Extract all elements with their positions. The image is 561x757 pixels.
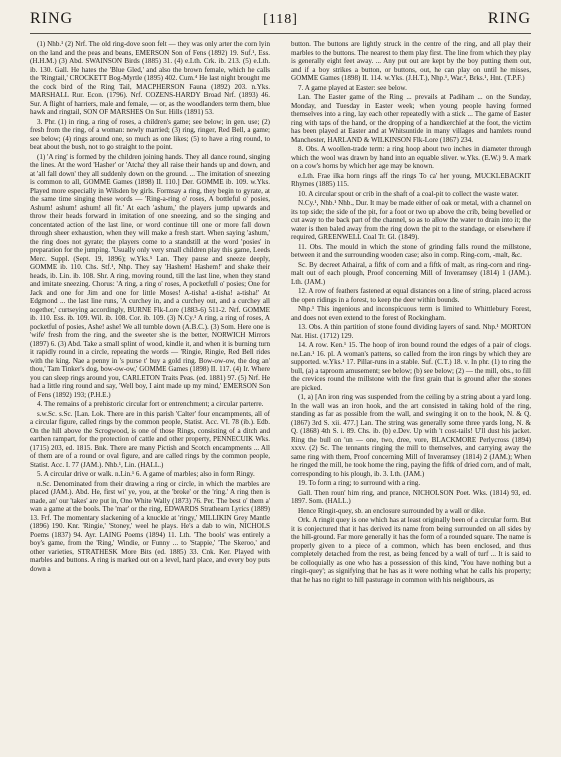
paragraph: 13. Obs. A thin partition of stone found dividing layers of sand. Nhp.¹ MORTON Nat. Hist. (1712) 129.: [291, 323, 531, 340]
header-right-word: RING: [487, 10, 531, 27]
paragraph: (1) Nhb.¹ (2) Nrf. The old ring-dove soon felt — they was only arter the corn lyin on the land and the peas and beans, EMERSON Son of Fens (1892) 19. Suf.¹, Ess. (H.H.M.) (3) Abd. SWAINSON Birds (1885) 31. (4) e.Lth. Crk. ib. 213. (5) e.Lth. ib. 130. Gall. He hates the 'Blue Gled,' and also the brown female, which he calls the 'Ringtail,' CROCKETT Bog-Myrtle (1895) 402. Cum.⁴ He last night brought me the cock bird of the Ring Tail, MACPHERSON Fauna (1892) 203. n.Yks. MARSHALL Rur. Econ. (1796). Nrf. COZENS-HARDY Broad Nrf. (1893) 46. Sur. A flight of harriers, male and female, — or, as the woodlanders term them, blue hawk and ringtail, SON OF MARSHES On Sur. Hills (1891) 53.: [30, 40, 270, 116]
paragraph: 5. A circular drive or walk. n.Lin.¹ 6. A game of marbles; also in form Ringy.: [37, 470, 255, 478]
paragraph: 19. To form a ring; to surround with a ring.: [298, 479, 421, 487]
header-left-word: RING: [30, 10, 74, 27]
paragraph: 7. A game played at Easter: see below.: [298, 83, 407, 92]
right-column: [291, 40, 531, 748]
paragraph: e.Lth. Frae ilka horn rings aff the rings To ca' her young, MUCKLEBACKIT Rhymes (1885) 115.: [291, 171, 531, 188]
paragraph: 10. A circular spout or crib in the shaft of a coal-pit to collect the waste water.: [298, 189, 519, 198]
paragraph: (1, a) [An iron ring was suspended from the ceiling by a string about a yard long. In the wall was an iron hook, and the art consisted in taking hold of the ring, standing as far as possible from the wall, and swinging it on to the hook, N. & Q. (1867) 3rd S. xii. 477.] Lan. The string was generally some three yards long, N. & Q. (1868) 4th S. i. 89. Chs. ib. (b) e.Dev. Up with 't cost-tails! U'll dust his jacket. Ring the bull on 'un — one, two, dree, vore, BLACKMORE Perlycross (1894) xxxv. (2) Sc. The tennants ringing the mill to themselves, and carrying away the same ring with them, Proof concerning Mill of Inveramsey (1814) 2 (JAM.); When he ringed the mill, he took home the ring, paying the fiftk of dried corn, and of malt, corresponding to his plough, ib. 3. Lth. (JAM.): [291, 393, 531, 478]
paragraph: Hence Ringit-quey, sb. an enclosure surrounded by a wall or dike.: [298, 506, 486, 515]
paragraph: Lan. The Easter game of the Ring ... prevails at Padiham ... on the Sunday, Monday, and Tuesday in Easter week; when young people having formed themselves into a ring, lay each other repeatedly with a stick ... The game of Easter ring with taps of the hand, or the dropping of a handkerchief at the foot, the victim has been played at Easter and at Whitsuntide in many villages and hamlets round Manchester, HARLAND & WILKINSON Flk-Lore (1867) 234.: [291, 93, 531, 144]
paragraph: 11. Obs. The mould in which the stone of grinding falls round the millstone, between it and the surrounding wooden case; also in comp. Ring-corn, -malt, &c.: [291, 242, 531, 259]
page-number: [118]: [263, 12, 298, 27]
paragraph: N.Cy.¹, Nhb.¹ Nhb., Dur. It may be made either of oak or metal, with a channel on its top side; the side of the pit, for a foot or two up above the crib, being bevelled or cut away to the back part of the channel, so as to allow the water to drain into it; the water is then baled away from the ring down the pit to the standage, or elsewhere if required, GREENWELL Coal Tr. Gl. (1849).: [291, 199, 531, 241]
paragraph: Nhp.¹ This ingenious and inconspicuous term is limited to Whittlebury Forest, and does not even extend to the forest of Rockingham.: [291, 305, 531, 322]
paragraph: Ork. A ringit quey is one which has at least originally been of a circular form. But it is conjectured that it has derived its name from being surrounded on all sides by the hill-ground. Far more generally it has the form of a rounded square. The name is properly given to a piece of a common, which has been enclosed, and thus completely detached from the rest, as being fenced by a wall of turf ... It is said to be colloquially as one who has a possession of this kind, 'You have nothing but a ringit-quey'; as signifying that he has as it were nothing what he calls his property; that he has no right to hill pasturage in common with his neighbours, as: [291, 516, 531, 584]
paragraph: 12. A row of feathers fastened at equal distances on a line of string, placed across the open ridings in a forest, to keep the deer within bounds.: [291, 287, 531, 304]
paragraph: 14. A row. Ken.¹ 15. The hoop of iron bound round the edges of a pair of clogs. ne.Lan.¹ 16. pl. A woman's pattens, so called from the iron rings by which they are supported. w.Yks.¹ 17. Pillar-runs in a stable. Suf. (C.T.) 18. v. In phr. (1) to ring the bull, (a) a taproom amusement; see below; (b) see below; (2) — the mill, obs., to fill the crevices round the millstone with the first grain that is ground after the stones are picked.: [291, 341, 531, 392]
paragraph: 4. The remains of a prehistoric circular fort or entrenchment; a circular parterre.: [37, 400, 264, 408]
paragraph: s.w.Sc. s.Sc. [Lan. Lok. There are in this parish 'Calter' four encampments, all of a circular figure, called rings by the common people, Statist. Acc. VI. 78 (ib.). Edb. On the hill above the Scrogwood, is one of those Rings, consisting of a ditch and earthen rampart, for the protection of cattle and other property, PENNECUIK Wks. (1715) 203, ed. 1815. Bnk. There are many Pictish and Scotch encampments ... All of them are of a round or oval figure, and are called rings by the common people, Statist. Acc. I. 77 (JAM.). Nhb.¹, Lin. (HALL.): [30, 409, 270, 469]
paragraph: n.Sc. Denominated from their drawing a ring or circle, in which the marbles are placed (JAM.). Abd. He, first wi' ye, you, at the 'broke' or the 'ring.' A ring then is made, an' our 'takes' are put in, Ono White Wally (1873) 76. Per. The best o' them a' wan a game at the bools. The 'mar' or the ring, EDWARDS Strathearn Lyrics (1889) 13. Frf. The momentary slackening of a knuckle at 'ringy,' MILLIKIN Grey Mantle (1896) 190. Knr. 'Ringie,' 'Stoney,' weel he plays. He's a dab to win, NICHOLS Poems (1837) 94. Ayr. LAING Poems (1894) 11. Lth. 'The bools' was entirely a boy's game, from the 'Ring,' Windie, or Funny ... to 'Stappie,' 'The Skeroo,' and other varieties, STRATHESK More Bits (ed. 1885) 33. Cnk. Ker. Played with marbles and buttons. A ring is marked out on a level, hard place, and every boy puts down a: [30, 479, 270, 573]
paragraph: (1) 'A ring' is formed by the children joining hands. They all dance round, singing the lines. At the word 'Hasher' or 'Atcha' they all raise their hands up and down, and at 'all fall down' they all suddenly down on the ground. ... The imitation of sneezing is common to all, GOMME Games (1898) II. 110.] Der. GOMME ib. 109. w.Yks. Played more especially in Wilsden by girls. Formsay a ring, they begin to gyrate, at the same time singing these words — 'Ring-a-ring o' roses, A bottleful o' posies, Ashum! ashum! ashum! all fit.' At each 'ashum,' the players jump upwards and throw their heads forward in imitation of one sneezing, and so the singing and concentated action of the last line, or word continue till one or more fall down through sheer exhaustion, when they will make a fresh start. When saying 'ashum,' the ring does not gyrate; the players come to a standstill at the word 'posies' in preparation for the jumping. 'Usually only very small children play this game, Leeds Merc. Suppl. (Sept. 19, 1896); w.Yks.⁵ Lan. They pause and sneeze deeply, GOMME ib. 110. Chs. Stf.¹, Nhp. They say 'Hashem! Hashem!' and shake their heads, ib. Lin. ib. 108. Shr. A ring, moving round, till the last line, when they stand and imitate sneezing. Chorus: 'A ring, a ring o' roses, A pocketfull o' posies; One for Jack and one for Jim and one for little Moses! A-tisha! a-tisha! a-tisha!' At Edgmond ... the last line runs, 'A curchey in, and a curchey out, and a curchey all together,' curtseying accordingly, BURNE Flk-Lore (1883-6) 511-2. Nrf. GOMME ib. 110. Ess. ib. 109. Wil. ib. 108. Cor. ib. 109. (3) N.Cy.¹ A ring, a ring of roses, A pocketful of posies, Ashe! ashe! We all tumble down (A.B.C.). (3) Som. Here one is 'wife' fresh from the ring, and the sweeter she is the better, NORWICH Mirrors (1897) 6. (3) Abd. Take a small splint of wood, kindle it, and when it is burning turn it rapidly round in a circle, repeating the words — 'Ringie, Ringie, Red Bell rides with the king. Nae a penny in 's purse t' buy a gold ring. Bow-ow-ow, the dog an' thou,' Tam Tinker's dog, bow-ow-ow,' GOMME Games (1898) II. 117. (4) Ir. Where you can sleep rings around you, CARLETON Traits Peas. (ed. 1881) 97. (5) Nrf. He had a little ring round and say, 'Well boy, I aint made up my mind,' EMERSON Son of Fens (1892) 193; (P.H.E.): [30, 152, 270, 399]
paragraph: 3. Phr. (1) in ring, a ring of roses, a children's game; see below; in gen. use; (2) fresh from the ring, of a woman: newly married; (3) ring, ringer, Red Bell, a game; see below; (4) rings around one, so much as one likes; (5) to have a ring round, to beat about the bush, not to go straight to the point.: [30, 117, 270, 151]
paragraph: button. The buttons are lightly struck in the centre of the ring, and all play their marbles to the buttons. The nearest to them play first. The line from which they play is generally eight feet away. ... Any put out are kept by the boy putting them out, and if a boy strikes a button, or buttons, out, he can play on until he misses, GOMME Games (1898) II. 114. w.Yks. (J.H.T.), Nhp.¹, War.², Brks.¹, Hnt. (T.P.F.): [291, 40, 531, 82]
paragraph: Sc. By decreet Athairal, a fiftk of corn and a fiftk of malt, as ring-corn and ring-malt out of each plough, Proof concerning Mill of Inveramsey (1814) 1 (JAM.). Lth. (JAM.): [291, 260, 531, 286]
paragraph: Gall. Then roun' him ring, and prance, NICHOLSON Poet. Wks. (1814) 93, ed. 1897. Som. (HALL.): [291, 488, 531, 505]
paragraph: 8. Obs. A woollen-trade term: a ring hoop about two inches in diameter through which the wool was drawn by hand into an equable sliver. w.Yks. (E.W.) 9. A mark on a cow's horns by which her age may be known.: [291, 145, 531, 170]
header-rule: [30, 33, 531, 34]
running-header: [30, 10, 531, 32]
left-column: [30, 40, 270, 748]
